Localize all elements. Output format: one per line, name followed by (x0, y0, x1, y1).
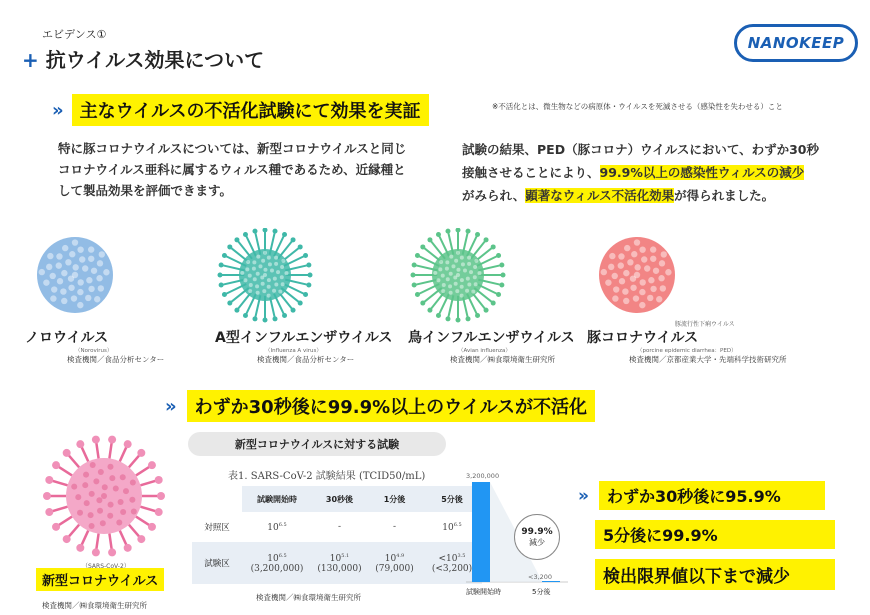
virus-card (587, 228, 767, 327)
intro-line: 特に豚コロナウイルスについては、新型コロナウイルスと同じ (58, 141, 407, 156)
virus-name: 鳥インフルエンザウイルス (408, 330, 575, 346)
table-cell: - (392, 522, 397, 532)
virus-card (215, 228, 395, 327)
bar-bottom-label: <3,200 (528, 573, 553, 581)
table-title-box: 新型コロナウイルスに対する試験 (188, 432, 446, 456)
virus-card (25, 228, 205, 327)
table-cell: $10^{6.5}$ (3,200,000) (242, 542, 312, 584)
virus-subname: （porcine epidemic diarrhea：PED） (637, 348, 737, 354)
table-cell: $10^{4.9}$ (79,000) (367, 542, 422, 584)
result-item: わずか30秒後に95.9% (599, 481, 825, 510)
virus-illustration (25, 228, 205, 323)
virus-card (408, 228, 588, 327)
bar-x1-label: 試験開始時 (466, 588, 501, 596)
table-header: 5分後 (422, 486, 482, 512)
table-header: 1分後 (367, 486, 422, 512)
page-title-text: 抗ウイルス効果について (45, 48, 265, 72)
reduction-chart (462, 470, 572, 600)
virus-illustration (215, 228, 395, 323)
nanokeep-logo (734, 24, 858, 62)
virus-tag: 豚流行性下痢ウイルス (675, 321, 735, 328)
bar-end (542, 581, 560, 582)
table-header (192, 486, 242, 512)
virus-subname: （Influenza A virus） (265, 348, 322, 354)
table-cell: $10^{6.5}$ (442, 521, 462, 533)
virus-lab: 検査機関／京都産業大学・先端科学技術研究所 (629, 355, 787, 364)
virus-name: 豚コロナウイルス (587, 330, 699, 346)
bar-x2-label: 5分後 (532, 588, 551, 596)
result-list (578, 481, 835, 590)
row-label: 試験区 (192, 542, 242, 584)
table-caption: 表1. SARS-CoV-2 試験結果 (TCID50/mL) (228, 471, 426, 482)
virus-name: A型インフルエンザウイルス (215, 330, 393, 346)
section2-heading (165, 390, 595, 422)
results-table (192, 486, 482, 584)
footnote: ※不活化とは、微生物などの病原体・ウイルスを死滅させる（感染性を失わせる）こと (492, 102, 783, 111)
result-line: 試験の結果、PED（豚コロナ）ウイルスにおいて、わずか30秒 (462, 142, 819, 157)
result-paragraph (462, 138, 819, 207)
plus-icon: + (22, 48, 39, 72)
reduction-label: 減少 (529, 537, 545, 547)
bar-start (472, 482, 490, 582)
covid-name-label (36, 568, 164, 591)
evidence-label: エビデンス① (42, 28, 107, 41)
table-row (192, 542, 482, 584)
virus-subname: （Norovirus） (75, 348, 113, 354)
covid-name: 新型コロナウイルス (36, 568, 164, 591)
bar-top-label: 3,200,000 (466, 472, 500, 480)
table-cell: $10^{5.1}$ (130,000) (312, 542, 367, 584)
chevron-right-icon: » (578, 485, 589, 506)
virus-lab: 検査機関／㈱食環境衛生研究所 (450, 355, 555, 364)
section1-heading-text: 主なウイルスの不活化試験にて効果を実証 (72, 94, 429, 126)
reduction-pct: 99.9% (521, 526, 553, 537)
page-title (22, 44, 264, 73)
reduction-badge (514, 514, 560, 560)
chevron-right-icon: » (52, 99, 64, 121)
virus-subname: （Avian influenza） (458, 348, 511, 354)
table-header: 30秒後 (312, 486, 367, 512)
result-line: 接触させることにより、 (462, 165, 600, 180)
virus-lab: 検査機関／食品分析センター (67, 355, 165, 364)
intro-line: コロナウイルス亜科に属するウィルス種であるため、近縁種と (58, 162, 406, 177)
table-cell: $<10^{3.5}$ (<3,200) (422, 542, 482, 584)
section1-heading (52, 94, 429, 126)
intro-line: して製品効果を評価できます。 (58, 183, 233, 198)
table-lab: 検査機関／㈱食環境衛生研究所 (256, 593, 361, 602)
result-line: がみられ、 (462, 188, 526, 203)
virus-illustration (408, 228, 588, 323)
virus-illustration (587, 228, 767, 323)
result-highlight: 99.9%以上の感染性ウィルスの減少 (599, 165, 805, 180)
section2-heading-text: わずか30秒後に99.9%以上のウイルスが不活化 (187, 390, 595, 422)
result-highlight: 顕著なウィルス不活化効果 (525, 188, 675, 203)
table-row (192, 512, 482, 542)
table-header: 試験開始時 (242, 486, 312, 512)
result-item: 検出限界値以下まで減少 (595, 559, 835, 590)
chevron-right-icon: » (165, 395, 177, 417)
sars-cov-2-illustration (34, 428, 174, 568)
covid-sub: （SARS-CoV-2） (82, 563, 130, 570)
intro-paragraph (58, 138, 406, 201)
virus-lab: 検査機関／食品分析センター (257, 355, 355, 364)
result-line: が得られました。 (674, 188, 775, 203)
virus-name: ノロウイルス (25, 330, 109, 346)
result-item: 5分後に99.9% (595, 520, 835, 549)
covid-lab: 検査機関／㈱食環境衛生研究所 (42, 601, 147, 610)
table-cell: - (337, 522, 342, 532)
logo-text: NANOKEEP (747, 34, 845, 52)
row-label: 対照区 (204, 523, 230, 533)
table-cell: $10^{6.5}$ (267, 521, 287, 533)
